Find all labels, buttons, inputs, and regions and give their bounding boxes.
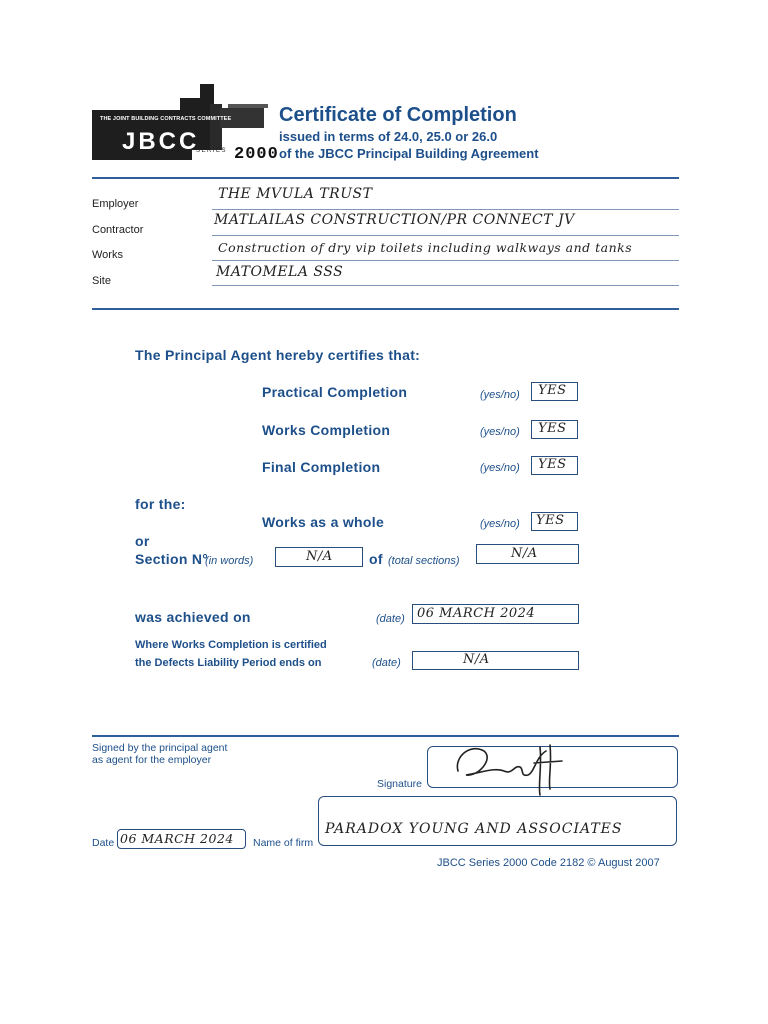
section-number-box[interactable] bbox=[275, 547, 363, 567]
site-label: Site bbox=[92, 275, 111, 287]
signature-mark-icon bbox=[450, 737, 570, 797]
date-label: Date bbox=[92, 837, 115, 849]
works-completion-value: YES bbox=[538, 421, 567, 436]
practical-yesno: (yes/no) bbox=[480, 389, 520, 401]
of-label: of bbox=[369, 551, 383, 567]
contractor-value: MATLAILAS CONSTRUCTION/PR CONNECT JV bbox=[214, 212, 575, 228]
section-in-words: (in words) bbox=[205, 555, 254, 567]
final-completion-value: YES bbox=[538, 457, 567, 472]
works-whole-value: YES bbox=[536, 513, 565, 528]
achieved-date-box[interactable] bbox=[412, 604, 579, 624]
signed-line-1: Signed by the principal agent bbox=[92, 742, 228, 754]
contractor-label: Contractor bbox=[92, 224, 144, 236]
defects-date-tag: (date) bbox=[372, 657, 401, 669]
firm-box[interactable] bbox=[318, 796, 677, 846]
jbcc-logo bbox=[92, 84, 279, 166]
total-sections-box[interactable] bbox=[476, 544, 579, 564]
divider bbox=[92, 177, 679, 179]
final-completion-label: Final Completion bbox=[262, 459, 381, 475]
achieved-date-tag: (date) bbox=[376, 613, 405, 625]
site-value: MATOMELA SSS bbox=[216, 264, 344, 280]
employer-value: THE MVULA TRUST bbox=[218, 186, 373, 202]
section-label: Section N° bbox=[135, 551, 209, 567]
final-completion-box[interactable] bbox=[531, 456, 578, 475]
defects-line-1: Where Works Completion is certified bbox=[135, 639, 327, 651]
works-yesno: (yes/no) bbox=[480, 426, 520, 438]
total-sections-value: N/A bbox=[511, 546, 538, 561]
achieved-label: was achieved on bbox=[135, 609, 251, 625]
whole-yesno: (yes/no) bbox=[480, 518, 520, 530]
for-the-label: for the: bbox=[135, 496, 186, 512]
works-completion-label: Works Completion bbox=[262, 422, 391, 438]
achieved-date-value: 06 MARCH 2024 bbox=[417, 606, 536, 621]
section-number-value: N/A bbox=[306, 549, 333, 564]
page-subtitle-1: issued in terms of 24.0, 25.0 or 26.0 bbox=[279, 129, 498, 144]
works-line bbox=[212, 260, 679, 261]
final-yesno: (yes/no) bbox=[480, 462, 520, 474]
works-label: Works bbox=[92, 249, 123, 261]
works-completion-box[interactable] bbox=[531, 420, 578, 439]
firm-label: Name of firm bbox=[253, 837, 314, 849]
date-value: 06 MARCH 2024 bbox=[120, 831, 234, 846]
firm-value: PARADOX YOUNG AND ASSOCIATES bbox=[325, 821, 623, 837]
signature-box[interactable] bbox=[427, 746, 678, 788]
footer-code: JBCC Series 2000 Code 2182 © August 2007 bbox=[437, 857, 660, 869]
page-title: Certificate of Completion bbox=[279, 104, 517, 126]
works-whole-label: Works as a whole bbox=[262, 514, 385, 530]
practical-completion-value: YES bbox=[538, 383, 567, 398]
defects-date-box[interactable] bbox=[412, 651, 579, 670]
date-box[interactable] bbox=[117, 829, 246, 849]
divider bbox=[92, 308, 679, 310]
employer-line bbox=[212, 209, 679, 210]
employer-label: Employer bbox=[92, 198, 139, 210]
logo-series-number: 2000 bbox=[234, 145, 279, 164]
or-label: or bbox=[135, 533, 150, 549]
signed-line-2: as agent for the employer bbox=[92, 754, 212, 766]
page-subtitle-2: of the JBCC Principal Building Agreement bbox=[279, 146, 539, 161]
logo-committee-text: THE JOINT BUILDING CONTRACTS COMMITTEE bbox=[100, 116, 232, 122]
total-sections-tag: (total sections) bbox=[388, 555, 460, 567]
certify-heading: The Principal Agent hereby certifies that: bbox=[135, 347, 421, 363]
divider bbox=[92, 735, 679, 737]
practical-completion-box[interactable] bbox=[531, 382, 578, 401]
site-line bbox=[212, 285, 679, 286]
defects-line-2: the Defects Liability Period ends on bbox=[135, 657, 322, 669]
signature-label: Signature bbox=[377, 778, 422, 790]
works-whole-box[interactable] bbox=[531, 512, 578, 531]
defects-date-value: N/A bbox=[463, 652, 490, 667]
contractor-line bbox=[212, 235, 679, 236]
logo-series-label: SERIES bbox=[196, 148, 228, 154]
works-value: Construction of dry vip toilets including walkways and tanks bbox=[218, 240, 633, 255]
practical-completion-label: Practical Completion bbox=[262, 384, 408, 400]
logo-acronym: JBCC bbox=[122, 128, 200, 155]
